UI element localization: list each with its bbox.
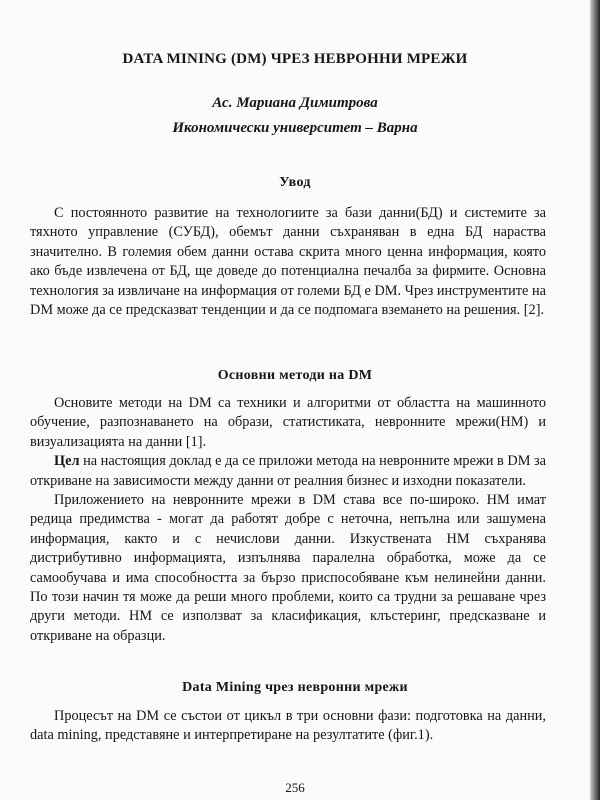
paragraph-text: на настоящия доклад е да се приложи метода на невронните мрежи в DM за откриване на зависимости между данни от реалния бизнес и изходни показатели. [30, 453, 546, 489]
section-body-dm-neural [30, 707, 546, 746]
paragraph [30, 491, 546, 646]
paragraph-text: Приложението на невронните мрежи в DM става все по-широко. НМ имат редица предимства - могат да работят добре с неточна, непълна или зашумена информация, както и с нечислови данни. Изкуствената НМ съхранява дистрибутивно информацията, изпълнява паралелна обработка, може да се самообучава и има способността за бързо приспособяване към нелинейни данни. По този начин тя може да реши много проблеми, които са трудни за решаване чрез други методи. НМ се използват за класификация, клъстеринг, предсказване и откриване на образци. [30, 492, 546, 644]
paper-title: DATA MINING (DM) ЧРЕЗ НЕВРОННИ МРЕЖИ [122, 51, 468, 67]
page-number: 256 [285, 780, 305, 795]
section-heading-dm-neural: Data Mining чрез невронни мрежи [182, 680, 408, 695]
document-page [30, 0, 560, 800]
author-affiliation: Икономически университет – Варна [172, 120, 418, 136]
paragraph [30, 394, 546, 452]
section-body-methods [30, 394, 546, 646]
paragraph-text: Основите методи на DM са техники и алгоритми от областта на машинното обучение, разпознаването на образи, статистиката, невронните мрежи(НМ) и визуализацията на данни [1]. [30, 395, 546, 450]
scan-edge-shadow [590, 0, 600, 800]
author-name: Ас. Мариана Димитрова [212, 95, 378, 111]
paragraph [30, 452, 546, 491]
section-heading-introduction: Увод [279, 175, 311, 190]
paragraph-lead-bold: Цел [54, 453, 80, 470]
section-body-introduction [30, 204, 546, 320]
paragraph: С постоянното развитие на технологиите за бази данни(БД) и системите за тяхното управление (СУБД), обемът данни съхраняван в една БД нараства значително. В големия обем данни остава скрита много ценна информация, която ако бъде извлечена от БД, ще доведе до потенциална печалба за фирмите. Основна технология за извличане на информация от големи БД е DM. Чрез инструментите на DM може да се предсказват тенденции и да се подпомага вземането на решения. [2]. [30, 205, 546, 319]
paragraph: Процесът на DM се състои от цикъл в три основни фази: подготовка на данни, data mining, представяне и интерпретиране на резултатите (фиг.1). [30, 708, 546, 744]
section-heading-methods: Основни методи на DM [217, 368, 373, 383]
